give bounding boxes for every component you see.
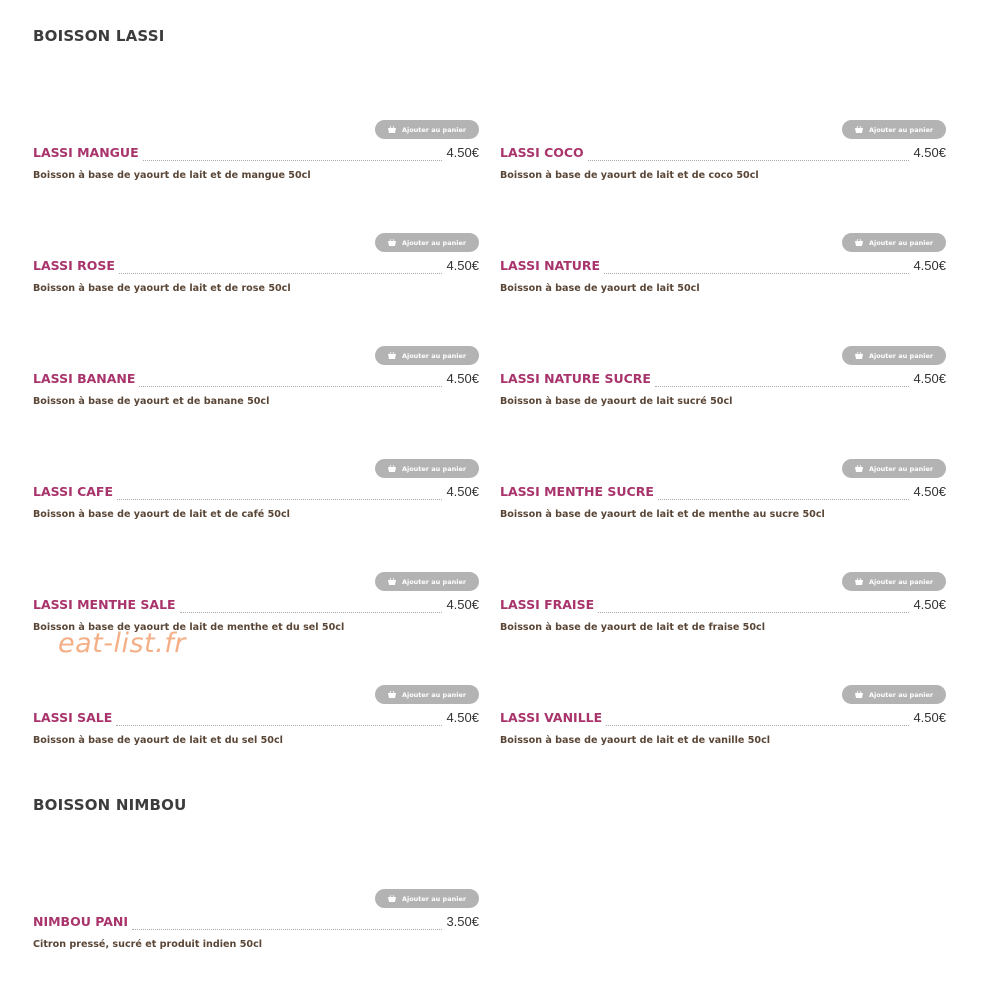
menu-item <box>33 120 479 200</box>
menu-item <box>500 685 946 765</box>
add-to-cart-button[interactable] <box>842 346 946 365</box>
item-description: Boisson à base de yaourt de lait 50cl <box>500 283 700 294</box>
item-name: LASSI VANILLE <box>500 710 603 725</box>
add-to-cart-label: Ajouter au panier <box>401 464 467 473</box>
menu-item <box>33 233 479 313</box>
item-name: LASSI MENTHE SALE <box>33 597 176 612</box>
leader-dots <box>655 378 910 387</box>
item-price: 4.50€ <box>913 145 946 160</box>
add-to-cart-button[interactable] <box>842 459 946 478</box>
leader-dots <box>139 378 442 387</box>
menu-item <box>500 233 946 313</box>
add-to-cart-label: Ajouter au panier <box>868 238 934 247</box>
item-description: Citron pressé, sucré et produit indien 50cl <box>33 939 263 950</box>
item-price: 4.50€ <box>913 371 946 386</box>
menu-item <box>33 889 479 969</box>
item-price: 4.50€ <box>446 371 479 386</box>
item-name: LASSI CAFE <box>33 484 114 499</box>
basket-icon <box>855 691 863 698</box>
leader-dots <box>119 265 443 274</box>
watermark: eat-list.fr <box>58 628 186 659</box>
item-price: 4.50€ <box>913 258 946 273</box>
item-name: LASSI MENTHE SUCRE <box>500 484 654 499</box>
leader-dots <box>588 152 910 161</box>
basket-icon <box>855 126 863 133</box>
add-to-cart-label: Ajouter au panier <box>401 577 467 586</box>
item-price: 3.50€ <box>446 914 479 929</box>
basket-icon <box>388 352 396 359</box>
item-price: 4.50€ <box>446 484 479 499</box>
leader-dots <box>132 921 442 930</box>
item-name: LASSI MANGUE <box>33 145 139 160</box>
add-to-cart-button[interactable] <box>375 572 479 591</box>
basket-icon <box>855 578 863 585</box>
leader-dots <box>116 717 442 726</box>
leader-dots <box>604 265 909 274</box>
basket-icon <box>388 126 396 133</box>
menu-item <box>33 685 479 765</box>
item-description: Boisson à base de yaourt de lait et de mangue 50cl <box>33 170 311 181</box>
leader-dots <box>606 717 909 726</box>
leader-dots <box>598 604 909 613</box>
item-name: LASSI ROSE <box>33 258 115 273</box>
basket-icon <box>388 895 396 902</box>
item-description: Boisson à base de yaourt de lait et de vanille 50cl <box>500 735 771 746</box>
add-to-cart-label: Ajouter au panier <box>868 351 934 360</box>
add-to-cart-button[interactable] <box>375 889 479 908</box>
add-to-cart-label: Ajouter au panier <box>868 125 934 134</box>
add-to-cart-button[interactable] <box>375 233 479 252</box>
menu-item <box>500 120 946 200</box>
menu-item <box>500 572 946 652</box>
item-name: LASSI NATURE <box>500 258 601 273</box>
item-description: Boisson à base de yaourt de lait et du sel 50cl <box>33 735 283 746</box>
leader-dots <box>180 604 443 613</box>
section-title-lassi: BOISSON LASSI <box>33 27 165 45</box>
item-name: LASSI NATURE SUCRE <box>500 371 651 386</box>
section-title-nimbou: BOISSON NIMBOU <box>33 796 187 814</box>
add-to-cart-button[interactable] <box>375 685 479 704</box>
item-description: Boisson à base de yaourt de lait et de café 50cl <box>33 509 290 520</box>
item-name: LASSI BANANE <box>33 371 136 386</box>
item-description: Boisson à base de yaourt de lait et de fraise 50cl <box>500 622 765 633</box>
item-description: Boisson à base de yaourt de lait et de coco 50cl <box>500 170 759 181</box>
item-price: 4.50€ <box>446 710 479 725</box>
add-to-cart-button[interactable] <box>842 685 946 704</box>
basket-icon <box>388 578 396 585</box>
item-description: Boisson à base de yaourt et de banane 50cl <box>33 396 270 407</box>
add-to-cart-label: Ajouter au panier <box>868 464 934 473</box>
item-name: LASSI COCO <box>500 145 584 160</box>
add-to-cart-label: Ajouter au panier <box>401 894 467 903</box>
add-to-cart-button[interactable] <box>842 233 946 252</box>
add-to-cart-label: Ajouter au panier <box>401 351 467 360</box>
add-to-cart-label: Ajouter au panier <box>401 238 467 247</box>
item-name: NIMBOU PANI <box>33 914 129 929</box>
add-to-cart-button[interactable] <box>842 120 946 139</box>
item-price: 4.50€ <box>913 484 946 499</box>
add-to-cart-label: Ajouter au panier <box>868 577 934 586</box>
add-to-cart-button[interactable] <box>375 120 479 139</box>
basket-icon <box>855 465 863 472</box>
menu-item <box>33 346 479 426</box>
menu-item <box>500 459 946 539</box>
item-name: LASSI FRAISE <box>500 597 595 612</box>
item-description: Boisson à base de yaourt de lait sucré 50cl <box>500 396 733 407</box>
item-price: 4.50€ <box>446 258 479 273</box>
item-price: 4.50€ <box>913 710 946 725</box>
item-description: Boisson à base de yaourt de lait et de rose 50cl <box>33 283 291 294</box>
item-description: Boisson à base de yaourt de lait de menthe et du sel 50cl <box>33 622 345 633</box>
item-price: 4.50€ <box>913 597 946 612</box>
leader-dots <box>117 491 442 500</box>
basket-icon <box>388 239 396 246</box>
menu-item <box>33 459 479 539</box>
add-to-cart-button[interactable] <box>375 459 479 478</box>
add-to-cart-label: Ajouter au panier <box>401 125 467 134</box>
basket-icon <box>388 465 396 472</box>
leader-dots <box>658 491 910 500</box>
add-to-cart-button[interactable] <box>375 346 479 365</box>
add-to-cart-label: Ajouter au panier <box>868 690 934 699</box>
add-to-cart-label: Ajouter au panier <box>401 690 467 699</box>
item-price: 4.50€ <box>446 145 479 160</box>
basket-icon <box>855 239 863 246</box>
menu-item <box>500 346 946 426</box>
basket-icon <box>855 352 863 359</box>
item-description: Boisson à base de yaourt de lait et de menthe au sucre 50cl <box>500 509 825 520</box>
item-price: 4.50€ <box>446 597 479 612</box>
basket-icon <box>388 691 396 698</box>
leader-dots <box>143 152 443 161</box>
item-name: LASSI SALE <box>33 710 113 725</box>
add-to-cart-button[interactable] <box>842 572 946 591</box>
